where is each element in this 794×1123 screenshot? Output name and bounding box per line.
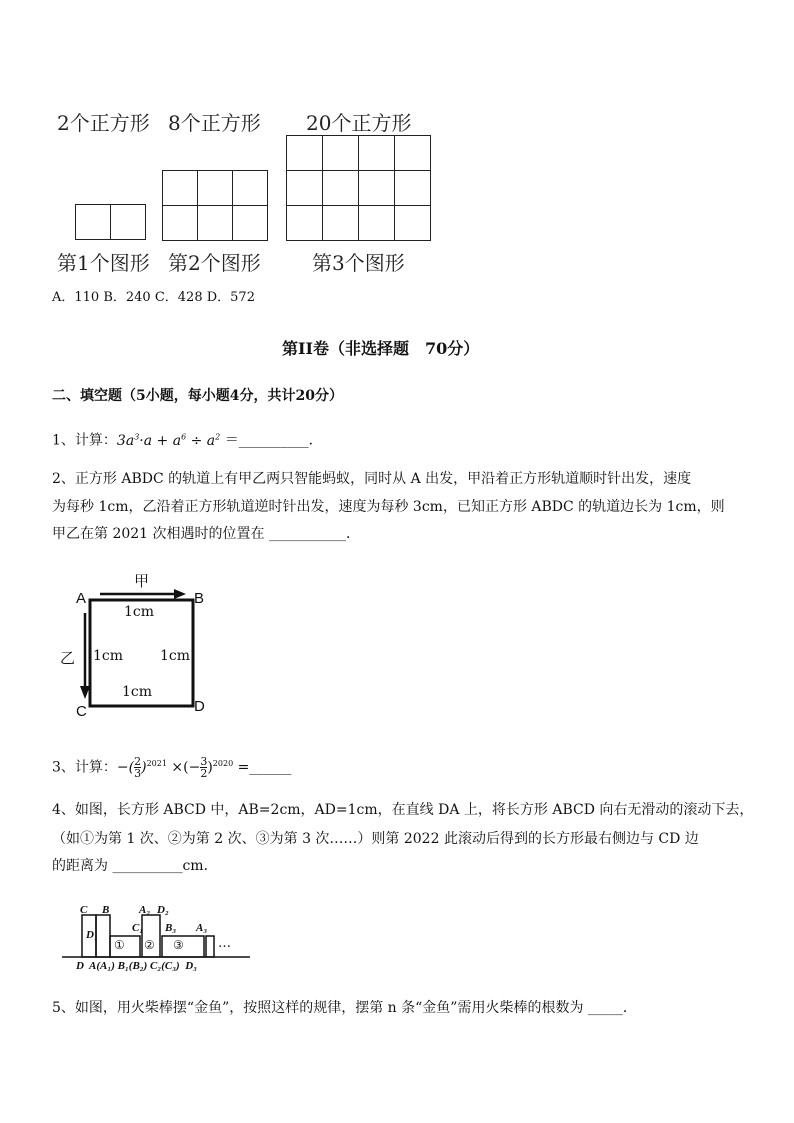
question-5: 5、如图，用火柴棒摆“金鱼”，按照这样的规律，摆第 n 条“金鱼”需用火柴棒的根数为 _____． xyxy=(52,1000,637,1016)
roll-dots: … xyxy=(218,936,231,951)
figure-3-squares xyxy=(286,135,431,241)
figure-3-caption: 第3个图形 xyxy=(312,251,405,275)
figure-1-caption: 第1个图形 xyxy=(57,251,150,275)
roll-label-B: B xyxy=(102,904,110,916)
figure-1-caption-top: 2个正方形 xyxy=(57,111,150,135)
figure-3-caption-top: 20个正方形 xyxy=(306,111,412,135)
label-C: C xyxy=(76,703,87,720)
roll-bottom-labels: D A(A₁) B₁(B₂) C₂(C₃) D₃ xyxy=(76,960,197,972)
section-title: 第II卷（非选择题 70分） xyxy=(282,339,480,358)
label-top-length: 1cm xyxy=(124,604,155,620)
question-2-line-1: 2、正方形 ABDC 的轨道上有甲乙两只智能蚂蚁，同时从 A 出发，甲沿着正方形轨道顺时针出发，速度 xyxy=(52,471,692,487)
roll-label-A3: A₃ xyxy=(196,922,208,934)
question-4-line-2: （如①为第 1 次、②为第 2 次、③为第 3 次……）则第 2022 此滚动后得到的长方形最右侧边与 CD 边 xyxy=(52,831,699,847)
q1-expression: $3a^3\cdot a + a^6 \div a^2$ xyxy=(116,432,221,449)
figure-2-squares xyxy=(162,170,268,241)
label-right-length: 1cm xyxy=(160,648,191,664)
roll-label-C: C xyxy=(80,904,88,916)
answer-choices: A．110 B．240 C．428 D．572 xyxy=(52,290,255,305)
question-3: 3、计算：−( $\frac{2}{3}$ )$^{2021}$ ×(− $\frac{3}{2}$ )$^{2020}$ =______ xyxy=(52,755,292,781)
question-2-line-2: 为每秒 1cm，乙沿着正方形轨道逆时针出发，速度为每秒 3cm，已知正方形 ABDC 的轨道边长为 1cm，则 xyxy=(52,499,725,515)
label-bottom-length: 1cm xyxy=(122,684,153,700)
roll-label-D2: D₂ xyxy=(157,904,169,916)
label-jia: 甲 xyxy=(134,573,150,590)
roll-label-C1: C₁ xyxy=(132,922,144,934)
label-B: B xyxy=(194,590,205,607)
label-D: D xyxy=(194,698,205,715)
roll-label-B3: B₃ xyxy=(165,922,177,934)
label-yi: 乙 xyxy=(60,650,76,667)
question-4-line-1: 4、如图，长方形 ABCD 中，AB=2cm，AD=1cm，在直线 DA 上，将长方形 ABCD 向右无滑动的滚动下去， xyxy=(52,802,754,818)
question-4-line-3: 的距离为 __________cm． xyxy=(52,858,218,874)
fill-in-title: 二、填空题（5小题，每小题4分，共计20分） xyxy=(52,388,343,404)
label-A: A xyxy=(76,590,87,607)
roll-circle-2: ② xyxy=(144,938,155,952)
roll-label-D1: D₁ xyxy=(86,929,98,941)
figure-2-caption-top: 8个正方形 xyxy=(168,111,261,135)
question-2-line-3: 甲乙在第 2021 次相遇时的位置在 ___________． xyxy=(52,526,360,542)
roll-circle-3: ③ xyxy=(173,938,184,952)
figure-2-caption: 第2个图形 xyxy=(168,251,261,275)
label-left-length: 1cm xyxy=(93,648,124,664)
roll-label-A2: A₂ xyxy=(139,904,151,916)
roll-circle-1: ① xyxy=(114,938,125,952)
question-1: 1、计算：$3a^3\cdot a + a^6 \div a^2$ ＝__________． xyxy=(52,432,323,449)
figure-1-squares xyxy=(75,204,146,240)
